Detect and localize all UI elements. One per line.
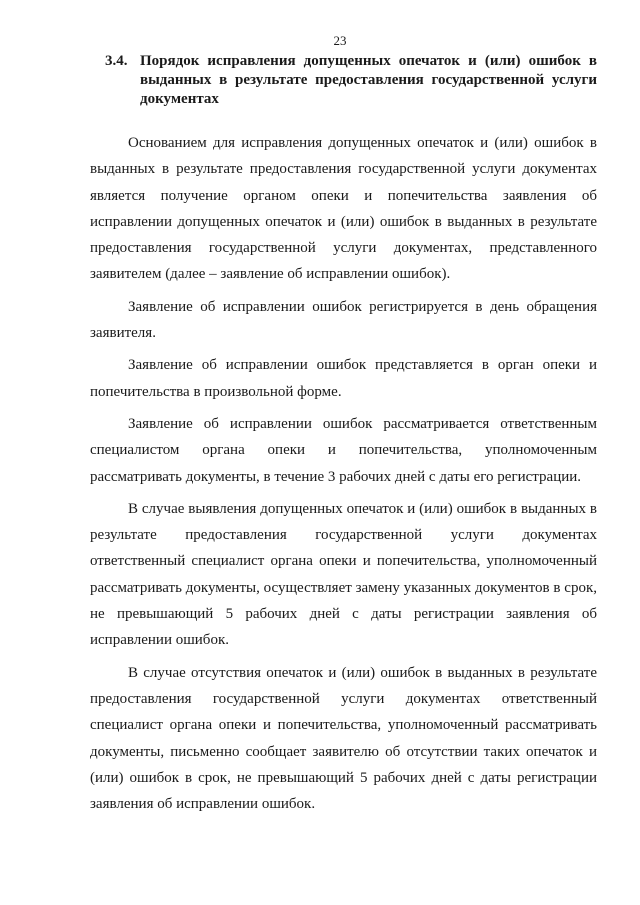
- paragraph: Заявление об исправлении ошибок представляется в орган опеки и попечительства в произвольной форме.: [90, 357, 597, 400]
- paragraph: Заявление об исправлении ошибок регистрируется в день обращения заявителя.: [90, 298, 597, 342]
- paragraph: В случае отсутствия опечаток и (или) ошибок в выданных в результате предоставления государственной услуги документах ответственный специалист органа опеки и попечительства, уполномоченный рассматривать документы, письменно сообщает заявителю об отсутствии таких опечаток и (или) ошибок в срок, не превышающий 5 рабочих дней с даты регистрации заявления об исправлении ошибок.: [90, 664, 597, 813]
- paragraph: В случае выявления допущенных опечаток и (или) ошибок в выданных в результате предоставления государственной услуги документах ответственный специалист органа опеки и попечительства, уполномоченный рассматривать документы, осуществляет замену указанных документов в срок, не превышающий 5 рабочих дней с даты регистрации заявления об исправлении ошибок.: [90, 500, 597, 649]
- paragraph: Заявление об исправлении ошибок рассматривается ответственным специалистом органа опеки и попечительства, уполномоченным рассматривать документы, в течение 3 рабочих дней с даты его регистрации.: [90, 415, 597, 485]
- body-text: [90, 130, 597, 823]
- section-heading: [105, 52, 597, 109]
- section-number: 3.4.: [105, 53, 128, 69]
- page-number: 23: [333, 33, 347, 48]
- section-title: Порядок исправления допущенных опечаток и (или) ошибок в выданных в результате предоставления государственной услуги документах: [140, 53, 597, 107]
- paragraph: Основанием для исправления допущенных опечаток и (или) ошибок в выданных в результате предоставления государственной услуги документах является получение органом опеки и попечительства заявления об исправлении допущенных опечаток и (или) ошибок в выданных в результате предоставления государственной услуги документах, представленного заявителем (далее – заявление об исправлении ошибок).: [90, 135, 597, 283]
